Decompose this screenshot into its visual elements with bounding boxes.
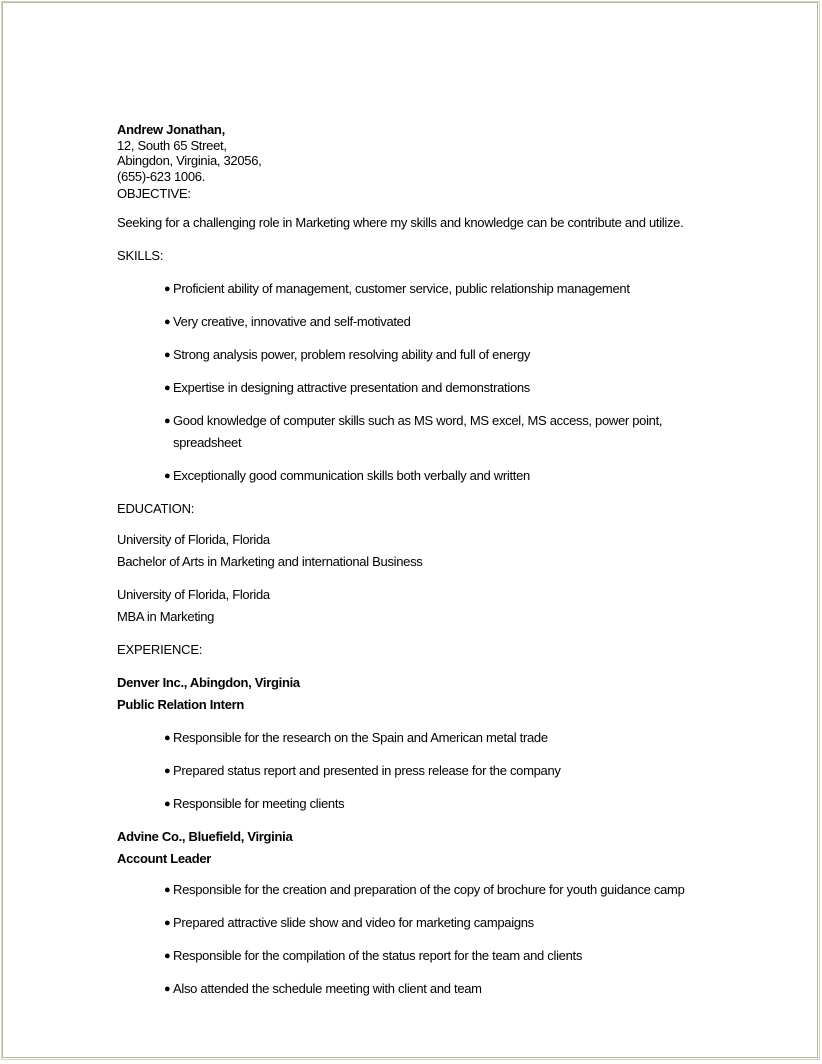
bullet-icon: ● bbox=[164, 917, 171, 929]
job-duties-list bbox=[117, 727, 717, 815]
education-degree: Bachelor of Arts in Marketing and international Business bbox=[117, 554, 423, 569]
education-entry bbox=[117, 529, 717, 573]
skills-heading: SKILLS: bbox=[117, 248, 164, 263]
job-entry bbox=[117, 826, 717, 1000]
objective-heading: OBJECTIVE: bbox=[117, 186, 191, 201]
resume-document bbox=[117, 122, 717, 1000]
list-item: ● Prepared status report and presented in press release for the company bbox=[117, 760, 717, 782]
list-item: ● Responsible for the compilation of the status report for the team and clients bbox=[117, 945, 717, 967]
education-entry bbox=[117, 584, 717, 628]
job-entry bbox=[117, 672, 717, 815]
candidate-name: Andrew Jonathan, bbox=[117, 122, 225, 137]
list-item: ● Good knowledge of computer skills such as MS word, MS excel, MS access, power point, spreadsheet bbox=[117, 410, 717, 454]
bullet-icon: ● bbox=[164, 798, 171, 810]
skills-list bbox=[117, 278, 717, 487]
job-duties-list bbox=[117, 879, 717, 1000]
list-item: ● Responsible for the research on the Spain and American metal trade bbox=[117, 727, 717, 749]
bullet-icon: ● bbox=[164, 983, 171, 995]
job-title: Account Leader bbox=[117, 851, 212, 866]
bullet-icon: ● bbox=[164, 470, 171, 482]
list-item: ● Prepared attractive slide show and video for marketing campaigns bbox=[117, 912, 717, 934]
list-item: ● Strong analysis power, problem resolving ability and full of energy bbox=[117, 344, 717, 366]
list-item: ● Expertise in designing attractive presentation and demonstrations bbox=[117, 377, 717, 399]
job-title: Public Relation Intern bbox=[117, 697, 245, 712]
education-degree: MBA in Marketing bbox=[117, 609, 215, 624]
list-item: ● Responsible for meeting clients bbox=[117, 793, 717, 815]
bullet-icon: ● bbox=[164, 316, 171, 328]
address-line-1: 12, South 65 Street, bbox=[117, 137, 227, 153]
resume-page bbox=[2, 2, 818, 1058]
education-heading: EDUCATION: bbox=[117, 501, 195, 516]
list-item: ● Also attended the schedule meeting with client and team bbox=[117, 978, 717, 1000]
bullet-icon: ● bbox=[164, 415, 171, 427]
job-company: Advine Co., Bluefield, Virginia bbox=[117, 829, 293, 844]
bullet-icon: ● bbox=[164, 765, 171, 777]
address-line-2: Abingdon, Virginia, 32056, bbox=[117, 153, 262, 168]
bullet-icon: ● bbox=[164, 884, 171, 896]
objective-text: Seeking for a challenging role in Marketing where my skills and knowledge can be contribute and utilize. bbox=[117, 215, 684, 230]
bullet-icon: ● bbox=[164, 283, 171, 295]
contact-block bbox=[117, 122, 717, 184]
list-item: ● Responsible for the creation and preparation of the copy of brochure for youth guidance camp bbox=[117, 879, 717, 901]
education-school: University of Florida, Florida bbox=[117, 587, 270, 602]
phone-number: (655)-623 1006. bbox=[117, 168, 206, 184]
job-company: Denver Inc., Abingdon, Virginia bbox=[117, 675, 300, 690]
list-item: ● Proficient ability of management, customer service, public relationship management bbox=[117, 278, 717, 300]
bullet-icon: ● bbox=[164, 382, 171, 394]
bullet-icon: ● bbox=[164, 950, 171, 962]
bullet-icon: ● bbox=[164, 732, 171, 744]
experience-heading: EXPERIENCE: bbox=[117, 642, 203, 657]
bullet-icon: ● bbox=[164, 349, 171, 361]
list-item: ● Very creative, innovative and self-motivated bbox=[117, 311, 717, 333]
list-item: ● Exceptionally good communication skills both verbally and written bbox=[117, 465, 717, 487]
education-school: University of Florida, Florida bbox=[117, 532, 270, 547]
